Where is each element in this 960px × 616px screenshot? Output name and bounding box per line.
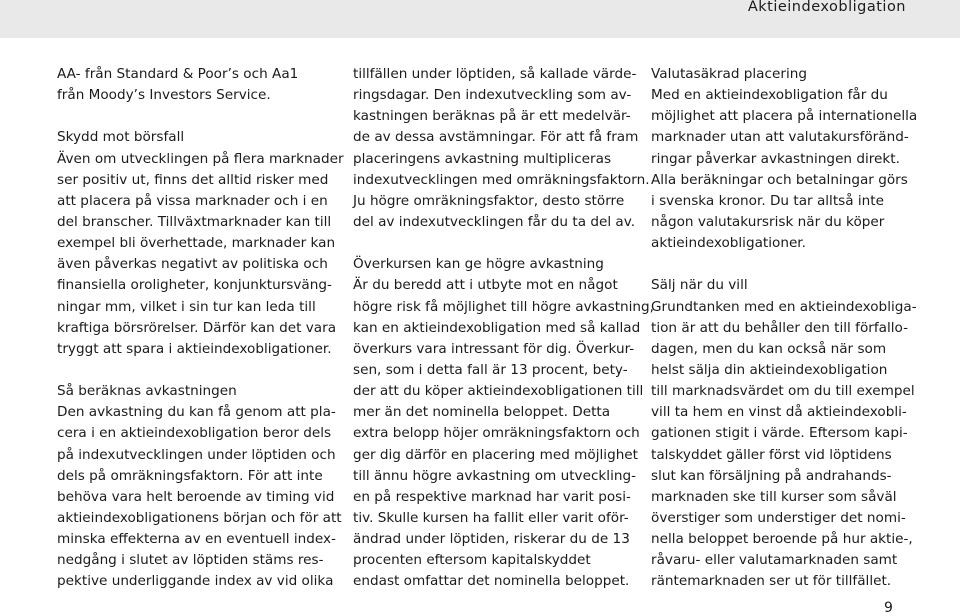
paragraph-spacer <box>651 254 931 275</box>
body-text-line: till marknadsvärdet om du till exempel <box>651 383 915 400</box>
body-text-line: behöva vara helt beroende av timing vid <box>57 488 335 505</box>
paragraph-spacer <box>57 106 339 127</box>
body-text-line: mer än det nominella beloppet. Detta <box>353 404 611 421</box>
section-heading: Skydd mot börsfall <box>57 129 185 146</box>
column-3 <box>651 64 931 593</box>
body-text-line: minska effekterna av en eventuell index- <box>57 531 336 548</box>
body-text-line: tion är att du behåller den till förfallo- <box>651 319 908 336</box>
body-text-line: dagen, men du kan också när som <box>651 340 887 357</box>
body-text-line: endast omfattar det nominella beloppet. <box>353 573 630 590</box>
body-text-line: i svenska kronor. Du tar alltså inte <box>651 192 884 209</box>
body-text-line: marknaden ske till kurser som såväl <box>651 488 897 505</box>
section-heading: Så beräknas avkastningen <box>57 383 237 400</box>
page-number: 9 <box>884 600 893 616</box>
body-text-line: kan en aktieindexobligation med så kallad <box>353 319 641 336</box>
body-text-line: helst sälja din aktieindexobligation <box>651 361 888 378</box>
body-text-line: nedgång i slutet av löptiden stäms res- <box>57 552 324 569</box>
body-text-line: ningar mm, vilket i sin tur kan leda till <box>57 298 316 315</box>
body-text-line: ser positiv ut, finns det alltid risker med <box>57 171 329 188</box>
body-text-line: tiv. Skulle kursen ha fallit eller varit oför- <box>353 509 629 526</box>
body-text-line: Med en aktieindexobligation får du <box>651 87 888 104</box>
body-text-line: sen, som i detta fall är 13 procent, bety- <box>353 361 628 378</box>
body-text-line: att placera på vissa marknader och i en <box>57 192 328 209</box>
body-text-line: placeringens avkastning multipliceras <box>353 150 612 167</box>
section-heading: Överkursen kan ge högre avkastning <box>353 256 604 273</box>
body-text-line: möjlighet att placera på internationella <box>651 108 918 125</box>
column-2 <box>353 64 654 593</box>
running-header-title: Aktieindexobligation <box>747 0 906 15</box>
body-text-line: de av dessa avstämningar. För att få fram <box>353 129 639 146</box>
paragraph-spacer <box>57 360 339 381</box>
body-text-line: der att du köper aktieindexobligationen till <box>353 383 644 400</box>
body-text-line: ger dig därför en placering med möjlighet <box>353 446 639 463</box>
body-text-line: gationen stigit i värde. Eftersom kapi- <box>651 425 908 442</box>
paragraph-spacer <box>353 233 645 254</box>
body-text-line: kastningen beräknas på är ett medelvär- <box>353 108 631 125</box>
body-text-line: del branscher. Tillväxtmarknader kan till <box>57 213 332 230</box>
body-text-line: kraftiga börsrörelser. Därför kan det vara <box>57 319 337 336</box>
body-text-line: exempel bli överhettade, marknader kan <box>57 235 336 252</box>
body-text-line: räntemarknaden ser ut för tillfället. <box>651 573 892 590</box>
body-text-line: överstiger som understiger det nomi- <box>651 509 906 526</box>
body-text-line: från Moody’s Investors Service. <box>57 87 271 104</box>
body-text-line: Grundtanken med en aktieindexobliga- <box>651 298 917 315</box>
body-text-line: en på respektive marknad har varit posi- <box>353 488 631 505</box>
body-text-line: aktieindexobligationens början och för att <box>57 509 342 526</box>
body-text-line: finansiella oroligheter, konjunktursväng- <box>57 277 332 294</box>
body-text-line: AA- från Standard & Poor’s och Aa1 <box>57 66 299 82</box>
body-text-line: Ju högre omräkningsfaktor, desto större <box>353 192 625 209</box>
body-text-line: på indexutvecklingen under löptiden och <box>57 446 336 463</box>
body-text-line: talskyddet gäller först vid löptidens <box>651 446 892 463</box>
body-text-line: aktieindexobligationer. <box>651 235 806 252</box>
body-text-line: del av indexutvecklingen får du ta del av. <box>353 213 636 230</box>
section-heading: Sälj när du vill <box>651 277 748 294</box>
body-text-line: vill ta hem en vinst då aktieindexobli- <box>651 404 907 421</box>
body-text-line: tryggt att spara i aktieindexobligationer. <box>57 340 332 357</box>
body-text-line: cera i en aktieindexobligation beror dels <box>57 425 332 442</box>
body-text-line: även påverkas negativt av politiska och <box>57 256 328 273</box>
body-text-line: överkurs vara intressant för dig. Överkur- <box>353 340 635 357</box>
body-text-line: Alla beräkningar och betalningar görs <box>651 171 908 188</box>
body-text-line: ändrad under löptiden, riskerar du de 13 <box>353 531 630 548</box>
body-text-line: dels på omräkningsfaktorn. För att inte <box>57 467 323 484</box>
body-text-line: högre risk få möjlighet till högre avkastning, <box>353 298 654 315</box>
body-text-line: ringar påverkar avkastningen direkt. <box>651 150 900 167</box>
body-text-line: Även om utvecklingen på flera marknader <box>57 150 344 167</box>
body-text-line: råvaru- eller valutamarknaden samt <box>651 552 898 569</box>
body-text-line: pektive underliggande index av vid olika <box>57 573 334 590</box>
body-text-line: nella beloppet beroende på hur aktie-, <box>651 531 913 548</box>
section-heading: Valutasäkrad placering <box>651 66 807 82</box>
body-text-line: extra belopp höjer omräkningsfaktorn och <box>353 425 640 442</box>
body-text-line: slut kan försäljning på andrahands- <box>651 467 892 484</box>
column-1 <box>57 64 344 593</box>
body-text-line: Är du beredd att i utbyte mot en något <box>353 277 618 294</box>
body-text-line: någon valutakursrisk när du köper <box>651 213 885 230</box>
body-text-line: indexutvecklingen med omräkningsfaktorn. <box>353 171 650 188</box>
body-text-line: marknader utan att valutakursföränd- <box>651 129 909 146</box>
body-text-line: procenten eftersom kapitalskyddet <box>353 552 591 569</box>
body-text-line: Den avkastning du kan få genom att pla- <box>57 404 336 421</box>
body-text-line: till ännu högre avkastning om utveckling- <box>353 467 637 484</box>
body-text-line: tillfällen under löptiden, så kallade värde- <box>353 66 637 82</box>
body-text-line: ringsdagar. Den indexutveckling som av- <box>353 87 632 104</box>
